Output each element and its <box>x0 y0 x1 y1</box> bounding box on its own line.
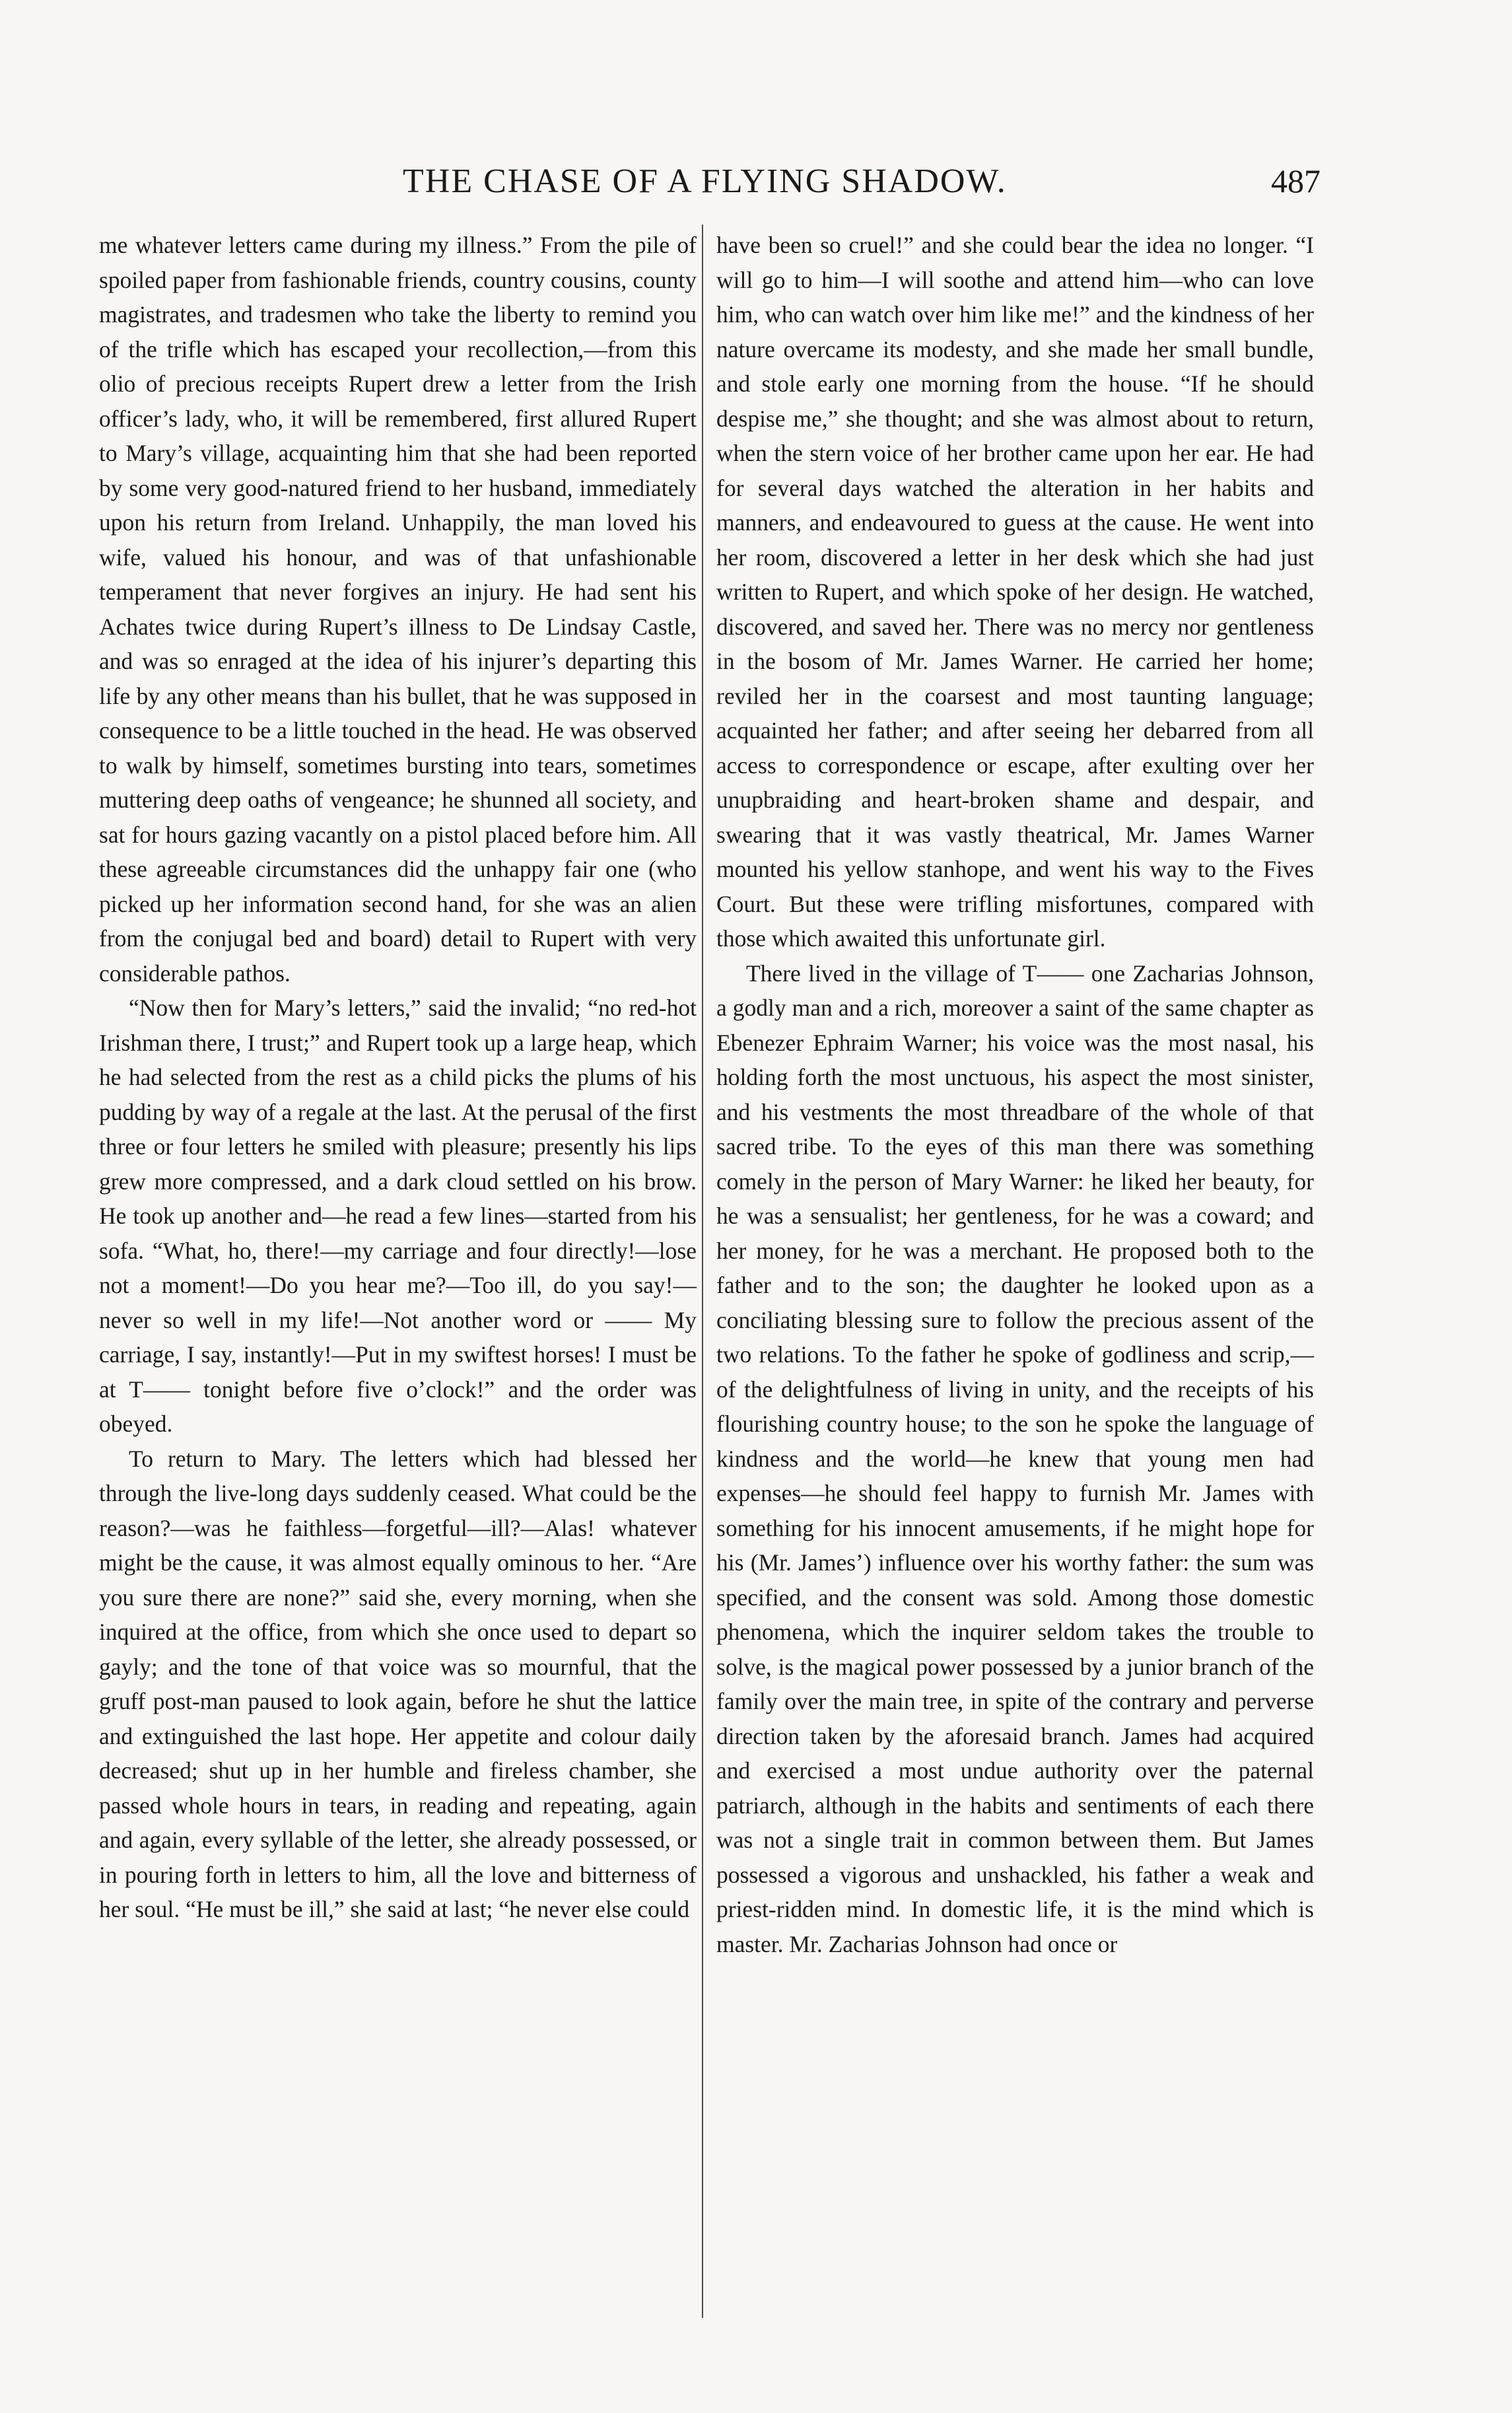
paragraph: have been so cruel!” and she could bear the idea no longer. “I will go to him—I will soothe and attend him—who can love him, who can watch over him like me!” and the kindness of her nature overcame its modesty, and she made her small bundle, and stole early one morning from the house. “If he should despise me,” she thought; and she was almost about to return, when the stern voice of her brother came upon her ear. He had for several days watched the alteration in her habits and manners, and endeavoured to guess at the cause. He went into her room, discovered a letter in her desk which she had just written to Rupert, and which spoke of her design. He watched, discovered, and saved her. There was no mercy nor gentleness in the bosom of Mr. James Warner. He carried her home; reviled her in the coarsest and most taunting language; acquainted her father; and after seeing her debarred from all access to correspondence or escape, after exulting over her unupbraiding and heart-broken shame and despair, and swearing that it was vastly theatrical, Mr. James Warner mounted his yellow stanhope, and went his way to the Fives Court. But these were trifling misfortunes, compared with those which awaited this unfortunate girl. <box>716 232 1314 952</box>
paragraph: me whatever letters came during my illness.” From the pile of spoiled paper from fashionable friends, country cousins, county magistrates, and tradesmen who take the liberty to remind you of the trifle which has escaped your recollection,—from this olio of precious receipts Rupert drew a letter from the Irish officer’s lady, who, it will be remembered, first allured Rupert to Mary’s village, acquainting him that she had been reported by some very good-natured friend to her husband, immediately upon his return from Ireland. Unhappily, the man loved his wife, valued his honour, and was of that unfashionable temperament that never forgives an injury. He had sent his Achates twice during Rupert’s illness to De Lindsay Castle, and was so enraged at the idea of his injurer’s departing this life by any other means than his bullet, that he was supposed in consequence to be a little touched in the head. He was observed to walk by himself, sometimes bursting into tears, sometimes muttering deep oaths of vengeance; he shunned all society, and sat for hours gazing vacantly on a pistol placed before him. All these agreeable circumstances did the unhappy fair one (who picked up her information second hand, for she was an alien from the conjugal bed and board) detail to Rupert with very considerable pathos. <box>99 232 697 987</box>
page-header <box>99 162 1321 208</box>
column-divider <box>702 225 703 2318</box>
running-title: THE CHASE OF A FLYING SHADOW. <box>403 162 1007 200</box>
page-number: 487 <box>1271 162 1321 199</box>
right-column <box>716 228 1314 1961</box>
paragraph: “Now then for Mary’s letters,” said the invalid; “no red-hot Irishman there, I trust;” and Rupert took up a large heap, which he had selected from the rest as a child picks the plums of his pudding by way of a regale at the last. At the perusal of the first three or four letters he smiled with pleasure; presently his lips grew more compressed, and a dark cloud settled on his brow. He took up another and—he read a few lines—started from his sofa. “What, ho, there!—my carriage and four directly!—lose not a moment!—Do you hear me?—Too ill, do you say!—never so well in my life!—Not another word or —— My carriage, I say, instantly!—Put in my swiftest horses! I must be at T—— tonight before five o’clock!” and the order was obeyed. <box>99 995 697 1437</box>
paragraph: There lived in the village of T—— one Zacharias Johnson, a godly man and a rich, moreover a saint of the same chapter as Ebenezer Ephraim Warner; his voice was the most nasal, his holding forth the most unctuous, his aspect the most sinister, and his vestments the most threadbare of the whole of that sacred tribe. To the eyes of this man there was something comely in the person of Mary Warner: he liked her beauty, for he was a sensualist; her gentleness, for he was a coward; and her money, for he was a merchant. He proposed both to the father and to the son; the daughter he looked upon as a conciliating blessing sure to follow the precious assent of the two relations. To the father he spoke of godliness and scrip,—of the delightfulness of living in unity, and the receipts of his flourishing country house; to the son he spoke the language of kindness and the world—he knew that young men had expenses—he should feel happy to furnish Mr. James with something for his innocent amusements, if he might hope for his (Mr. James’) influence over his worthy father: the sum was specified, and the consent was sold. Among those domestic phenomena, which the inquirer seldom takes the trouble to solve, is the magical power possessed by a junior branch of the family over the main tree, in spite of the contrary and perverse direction taken by the aforesaid branch. James had acquired and exercised a most undue authority over the paternal patriarch, although in the habits and sentiments of each there was not a single trait in common between them. But James possessed a vigorous and unshackled, his father a weak and priest-ridden mind. In domestic life, it is the mind which is master. Mr. Zacharias Johnson had once or <box>716 960 1314 1957</box>
paragraph: To return to Mary. The letters which had blessed her through the live-long days suddenly ceased. What could be the reason?—was he faithless—forgetful—ill?—Alas! whatever might be the cause, it was almost equally ominous to her. “Are you sure there are none?” said she, every morning, when she inquired at the office, from which she once used to depart so gayly; and the tone of that voice was so mournful, that the gruff post-man paused to look again, before he shut the lattice and extinguished the last hope. Her appetite and colour daily decreased; shut up in her humble and fireless chamber, she passed whole hours in tears, in reading and repeating, again and again, every syllable of the letter, she already possessed, or in pouring forth in letters to him, all the love and bitterness of her soul. “He must be ill,” she said at last; “he never else could <box>99 1445 697 1922</box>
left-column <box>99 228 697 1927</box>
